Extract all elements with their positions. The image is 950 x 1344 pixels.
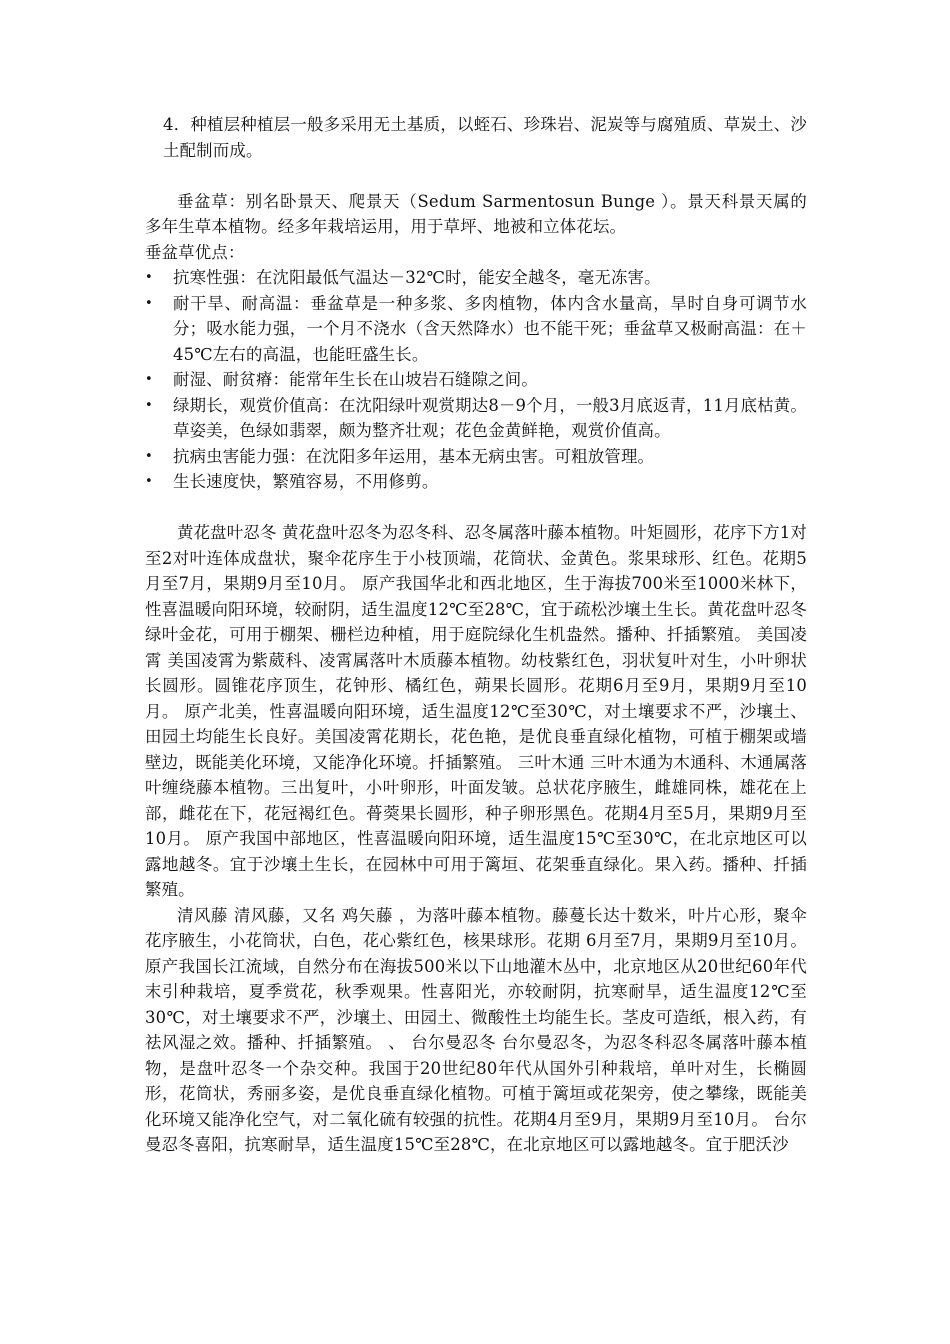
paragraph-spacer — [145, 495, 807, 521]
paragraph-spacer — [145, 163, 807, 189]
advantages-heading: 垂盆草优点： — [145, 242, 245, 262]
document-body — [145, 112, 807, 1158]
advantage-text: 耐干旱、耐高温：垂盆草是一种多浆、多肉植物，体内含水量高，旱时自身可调节水分；吸水能力强，一个月不浇水（含天然降水）也不能干死；垂盆草又极耐高温：在＋45℃左右的高温，也能旺盛生长。 — [173, 293, 807, 364]
bullet-icon: • — [145, 448, 153, 464]
advantage-text: 绿期长，观赏价值高：在沈阳绿叶观赏期达8－9个月，一般3月底返青，11月底枯黄。草姿美，色绿如翡翠，颇为整齐壮观；花色金黄鲜艳，观赏价值高。 — [173, 395, 807, 440]
advantage-item — [145, 393, 807, 444]
advantage-text: 抗寒性强：在沈阳最低气温达－32℃时，能安全越冬，毫无冻害。 — [173, 268, 661, 287]
bullet-icon: • — [145, 295, 153, 311]
advantage-item — [145, 265, 807, 291]
advantage-text: 生长速度快，繁殖容易，不用修剪。 — [173, 472, 439, 491]
bullet-icon: • — [145, 397, 153, 413]
advantages-list — [145, 265, 807, 495]
section-4-paragraph: 4．种植层种植层一般多采用无土基质，以蛭石、珍珠岩、泥炭等与腐殖质、草炭土、沙土配制而成。 — [163, 115, 807, 160]
advantage-item — [145, 469, 807, 495]
bullet-icon: • — [145, 474, 153, 489]
vines-paragraph: 黄花盘叶忍冬 黄花盘叶忍冬为忍冬科、忍冬属落叶藤本植物。叶矩圆形，花序下方1对至2对叶连体成盘状，聚伞花序生于小枝顶端，花筒状、金黄色。浆果球形、红色。花期5月至7月，果期9月至10月。 原产我国华北和西北地区，生于海拔700米至1000米林下，性喜温暖向阳环境，较耐阴，适生温度12℃至28℃，宜于疏松沙壤土生长。黄花盘叶忍冬绿叶金花，可用于棚架、栅栏边种植，用于庭院绿化生机盎然。播种、扦插繁殖。 美国凌霄 美国凌霄为紫葳科、凌霄属落叶木质藤本植物。幼枝紫红色，羽状复叶对生，小叶卵状长圆形。圆锥花序顶生，花钟形、橘红色，蒴果长圆形。花期6月至9月，果期9月至10月。 原产北美，性喜温暖向阳环境，适生温度12℃至30℃，对土壤要求不严，沙壤土、田园土均能生长良好。美国凌霄花期长，花色艳，是优良垂直绿化植物，可植于棚架或墙壁边，既能美化环境，又能净化环境。扦插繁殖。 三叶木通 三叶木通为木通科、木通属落叶缠绕藤本植物。三出复叶，小叶卵形，叶面发皱。总状花序腋生，雌雄同株，雄花在上部，雌花在下，花冠褐红色。蓇葖果长圆形，种子卵形黑色。花期4月至5月，果期9月至10月。 原产我国中部地区，性喜温暖向阳环境，适生温度15℃至30℃，在北京地区可以露地越冬。宜于沙壤土生长，在园林中可用于篱垣、花架垂直绿化。果入药。播种、扦插繁殖。 — [145, 523, 807, 899]
advantage-item — [145, 367, 807, 393]
advantage-text: 耐湿、耐贫瘠：能常年生长在山坡岩石缝隙之间。 — [173, 370, 538, 389]
advantage-item — [145, 291, 807, 368]
sedum-intro-paragraph: 垂盆草：别名卧景天、爬景天（Sedum Sarmentosun Bunge ）。景天科景天属的多年生草本植物。经多年栽培运用，用于草坪、地被和立体花坛。 — [145, 191, 807, 236]
clematis-paragraph: 清风藤 清风藤，又名 鸡矢藤 ，为落叶藤本植物。藤蔓长达十数米，叶片心形，聚伞花序腋生，小花筒状，白色，花心紫红色，核果球形。花期 6月至7月，果期9月至10月。 原产我国长江流域，自然分布在海拔500米以下山地灌木丛中，北京地区从20世纪60年代末引种栽培，夏季赏花，秋季观果。性喜阳光，亦较耐阴，抗寒耐旱，适生温度12℃至30℃，对土壤要求不严，沙壤土、田园土、微酸性土均能生长。茎皮可造纸，根入药，有祛风湿之效。播种、扦插繁殖。 、 台尔曼忍冬 台尔曼忍冬，为忍冬科忍冬属落叶藤本植物，是盘叶忍冬一个杂交种。我国于20世纪80年代从国外引种栽培，单叶对生，长椭圆形，花筒状，秀丽多姿，是优良垂直绿化植物。可植于篱垣或花架旁，使之攀缘，既能美化环境又能净化空气，对二氧化硫有较强的抗性。花期4月至9月，果期9月至10月。 台尔曼忍冬喜阳，抗寒耐旱，适生温度15℃至28℃，在北京地区可以露地越冬。宜于肥沃沙 — [145, 905, 807, 1154]
bullet-icon: • — [145, 270, 153, 285]
advantage-item — [145, 444, 807, 470]
bullet-icon: • — [145, 372, 153, 387]
advantage-text: 抗病虫害能力强：在沈阳多年运用，基本无病虫害。可粗放管理。 — [173, 446, 655, 466]
